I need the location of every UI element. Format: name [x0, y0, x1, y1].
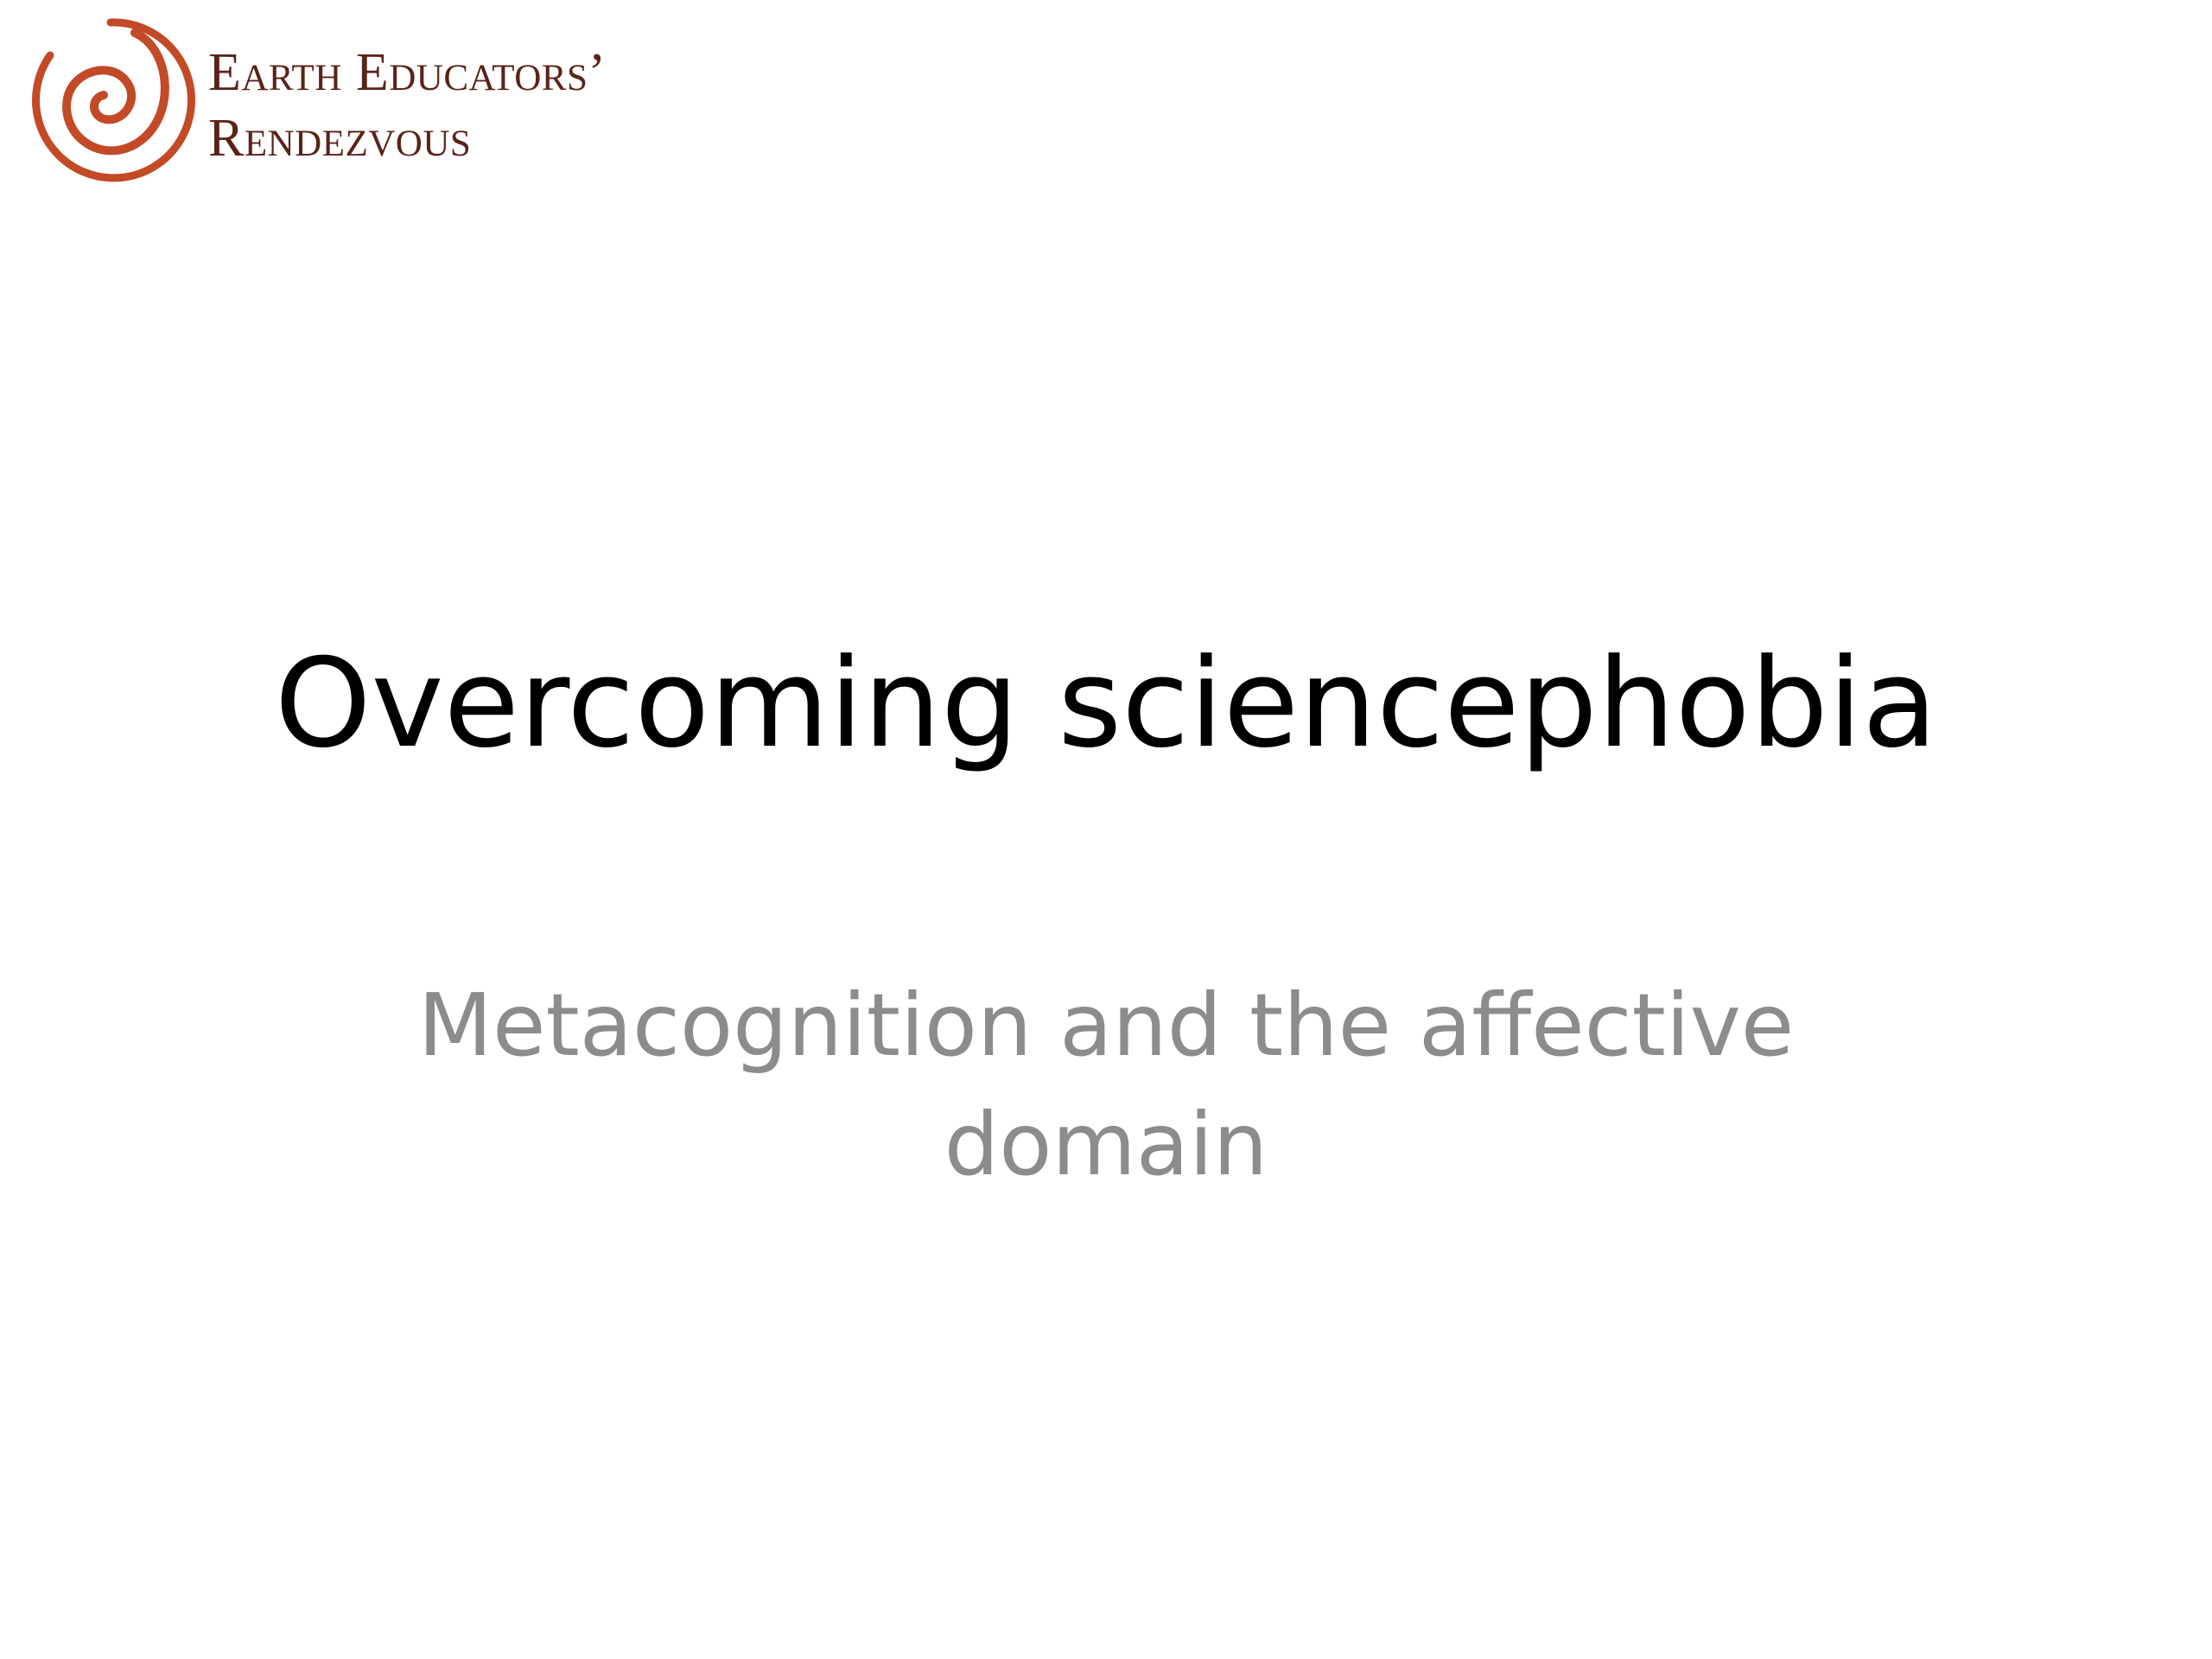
spiral-logo-icon — [24, 14, 197, 187]
slide-subtitle: Metacognition and the affective domain — [417, 975, 1795, 1195]
logo — [24, 14, 802, 195]
slide-title: Overcoming sciencephobia — [274, 632, 1938, 775]
logo-line-1: Earth Educators’ — [208, 43, 607, 102]
logo-wordmark — [208, 40, 607, 171]
logo-line-2: Rendezvous — [208, 109, 472, 168]
